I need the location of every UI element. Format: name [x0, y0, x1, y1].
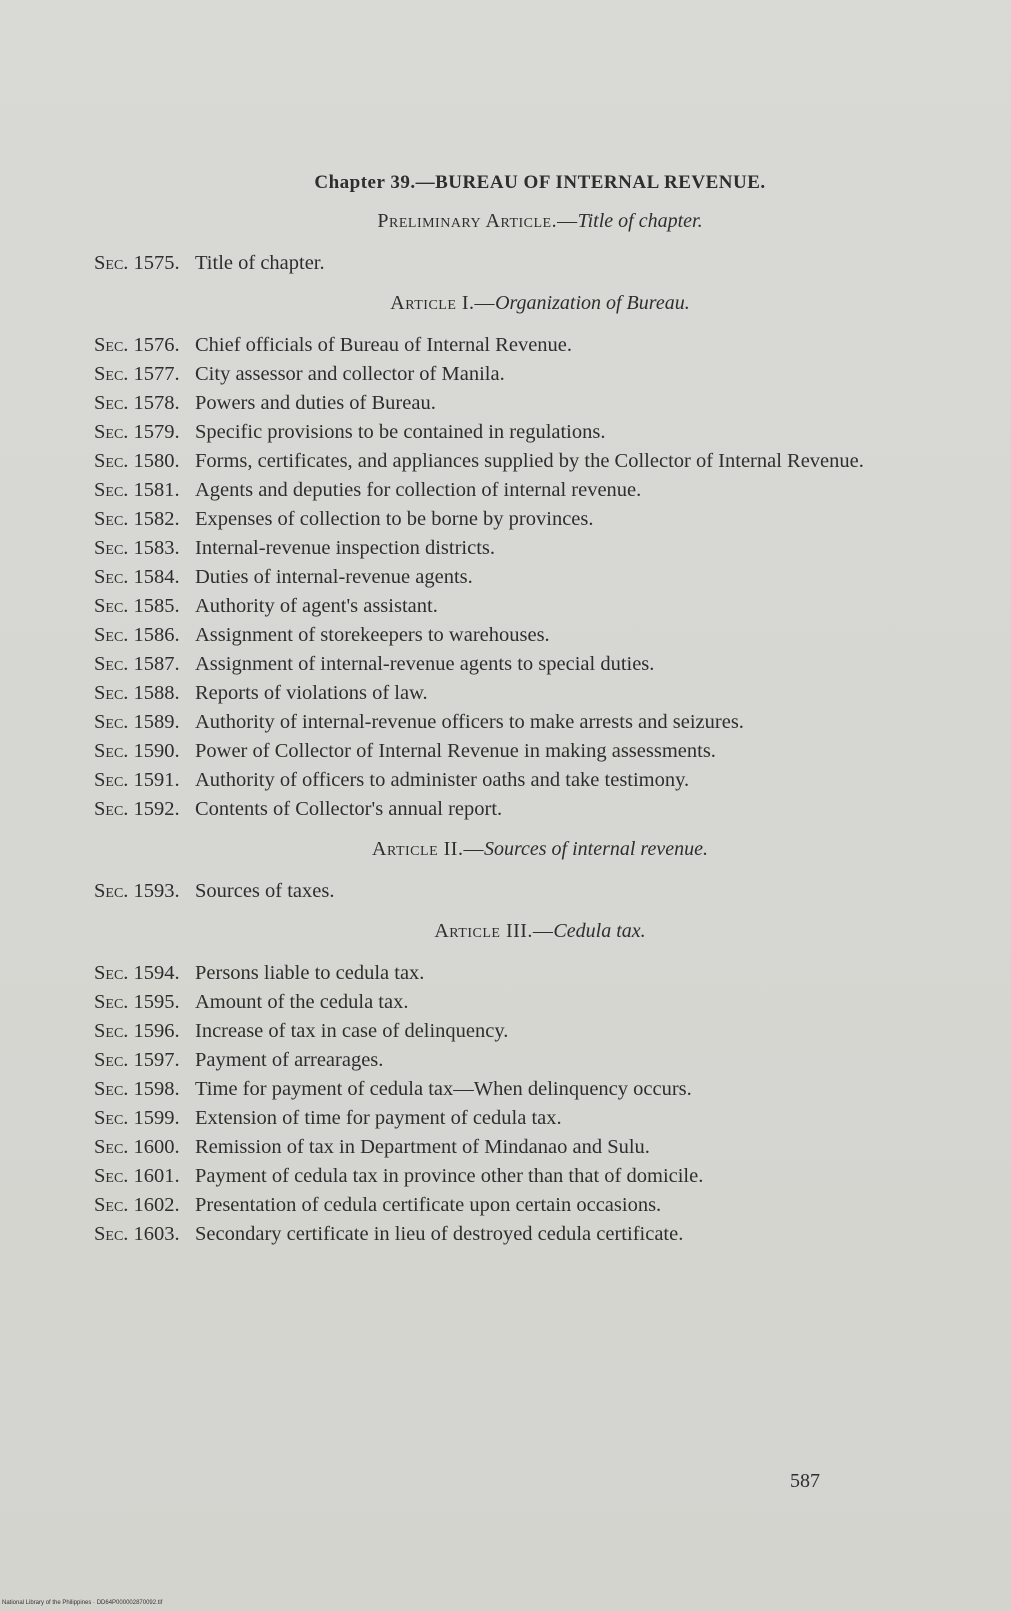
section-title: Powers and duties of Bureau. — [195, 392, 436, 414]
section-entry — [94, 592, 916, 621]
section-entry — [94, 1220, 916, 1249]
section-entry — [94, 988, 916, 1017]
article-prefix: Preliminary Article.— — [377, 210, 578, 232]
section-entry — [94, 737, 916, 766]
section-num-value: 1575. — [133, 252, 180, 274]
section-num-value: 1595. — [133, 991, 180, 1013]
section-word: Sec. — [94, 740, 129, 762]
section-title: Internal-revenue inspection districts. — [195, 537, 495, 559]
scan-footer-note: National Library of the Philippines · DD64P000002870092.tif — [2, 1600, 163, 1606]
section-word: Sec. — [94, 479, 129, 501]
section-word: Sec. — [94, 363, 129, 385]
section-title: Payment of cedula tax in province other than that of domicile. — [195, 1165, 704, 1187]
section-title: Extension of time for payment of cedula tax. — [195, 1107, 562, 1129]
section-entry — [94, 360, 916, 389]
section-title: Presentation of cedula certificate upon certain occasions. — [195, 1194, 662, 1216]
section-word: Sec. — [94, 682, 129, 704]
section-num-value: 1586. — [133, 624, 180, 646]
section-entry — [94, 1191, 916, 1220]
section-word: Sec. — [94, 1078, 129, 1100]
section-title: Authority of officers to administer oaths and take testimony. — [195, 769, 690, 791]
section-title: Increase of tax in case of delinquency. — [195, 1020, 509, 1042]
section-word: Sec. — [94, 392, 129, 414]
preliminary-article-heading — [94, 210, 916, 233]
section-entry — [94, 708, 916, 737]
section-entry — [94, 447, 916, 476]
section-num-value: 1577. — [133, 363, 180, 385]
section-num-value: 1592. — [133, 798, 180, 820]
section-entry — [94, 389, 916, 418]
section-word: Sec. — [94, 566, 129, 588]
section-title: Title of chapter. — [195, 252, 325, 274]
section-entry — [94, 505, 916, 534]
section-word: Sec. — [94, 769, 129, 791]
section-entry — [94, 534, 916, 563]
section-num-value: 1598. — [133, 1078, 180, 1100]
section-word: Sec. — [94, 450, 129, 472]
section-word: Sec. — [94, 880, 129, 902]
section-num-value: 1576. — [133, 334, 180, 356]
section-list-preliminary — [94, 249, 916, 278]
article-2-heading — [94, 838, 916, 861]
section-num-value: 1590. — [133, 740, 180, 762]
section-title: Reports of violations of law. — [195, 682, 428, 704]
section-word: Sec. — [94, 653, 129, 675]
section-entry — [94, 1017, 916, 1046]
section-word: Sec. — [94, 252, 129, 274]
section-num-value: 1594. — [133, 962, 180, 984]
section-title: Chief officials of Bureau of Internal Revenue. — [195, 334, 573, 356]
section-entry — [94, 476, 916, 505]
section-num-value: 1599. — [133, 1107, 180, 1129]
section-num-value: 1601. — [133, 1165, 180, 1187]
section-entry — [94, 1133, 916, 1162]
section-word: Sec. — [94, 711, 129, 733]
section-title: Amount of the cedula tax. — [195, 991, 409, 1013]
section-num-value: 1580. — [133, 450, 180, 472]
section-entry — [94, 331, 916, 360]
section-entry — [94, 1104, 916, 1133]
section-num-value: 1587. — [133, 653, 180, 675]
section-word: Sec. — [94, 1223, 129, 1245]
section-entry — [94, 1046, 916, 1075]
section-word: Sec. — [94, 537, 129, 559]
section-num-value: 1593. — [133, 880, 180, 902]
section-title: Authority of agent's assistant. — [195, 595, 438, 617]
section-num-value: 1581. — [133, 479, 180, 501]
section-num-value: 1582. — [133, 508, 180, 530]
section-word: Sec. — [94, 798, 129, 820]
section-num-value: 1584. — [133, 566, 180, 588]
article-3-heading — [94, 920, 916, 943]
article-subject: Cedula tax. — [553, 920, 646, 942]
section-entry — [94, 1162, 916, 1191]
section-entry — [94, 249, 916, 278]
section-word: Sec. — [94, 1107, 129, 1129]
section-title: Specific provisions to be contained in regulations. — [195, 421, 606, 443]
section-entry — [94, 795, 916, 824]
chapter-title: Chapter 39.—BUREAU OF INTERNAL REVENUE. — [314, 172, 766, 193]
section-entry — [94, 418, 916, 447]
section-title: Assignment of internal-revenue agents to special duties. — [195, 653, 655, 675]
section-title: Persons liable to cedula tax. — [195, 962, 425, 984]
section-word: Sec. — [94, 1165, 129, 1187]
section-num-value: 1589. — [133, 711, 180, 733]
section-title: Expenses of collection to be borne by provinces. — [195, 508, 594, 530]
section-num-value: 1591. — [133, 769, 180, 791]
article-prefix: Article I.— — [390, 292, 496, 314]
section-title: Forms, certificates, and appliances supplied by the Collector of Internal Revenue. — [195, 450, 864, 472]
page-number: 587 — [790, 1470, 820, 1492]
section-num-value: 1588. — [133, 682, 180, 704]
article-subject: Title of chapter. — [577, 210, 703, 232]
section-title: Sources of taxes. — [195, 880, 335, 902]
section-word: Sec. — [94, 334, 129, 356]
section-word: Sec. — [94, 1020, 129, 1042]
section-num-value: 1583. — [133, 537, 180, 559]
section-title: Assignment of storekeepers to warehouses. — [195, 624, 550, 646]
section-title: Contents of Collector's annual report. — [195, 798, 503, 820]
section-title: Authority of internal-revenue officers to make arrests and seizures. — [195, 711, 744, 733]
section-entry — [94, 959, 916, 988]
page-content — [94, 172, 916, 1249]
section-list-article-2 — [94, 877, 916, 906]
section-num-value: 1585. — [133, 595, 180, 617]
section-title: Payment of arrearages. — [195, 1049, 384, 1071]
section-title: Agents and deputies for collection of internal revenue. — [195, 479, 642, 501]
section-entry — [94, 621, 916, 650]
section-word: Sec. — [94, 1049, 129, 1071]
section-num-value: 1602. — [133, 1194, 180, 1216]
section-entry — [94, 650, 916, 679]
section-entry — [94, 1075, 916, 1104]
section-word: Sec. — [94, 1136, 129, 1158]
section-num-value: 1603. — [133, 1223, 180, 1245]
section-num-value: 1578. — [133, 392, 180, 414]
section-entry — [94, 679, 916, 708]
section-word: Sec. — [94, 595, 129, 617]
section-list-article-3 — [94, 959, 916, 1249]
section-num-value: 1596. — [133, 1020, 180, 1042]
section-word: Sec. — [94, 421, 129, 443]
article-subject: Sources of internal revenue. — [483, 838, 708, 860]
section-title: Secondary certificate in lieu of destroyed cedula certificate. — [195, 1223, 684, 1245]
section-word: Sec. — [94, 508, 129, 530]
section-num-value: 1579. — [133, 421, 180, 443]
article-1-heading — [94, 292, 916, 315]
article-subject: Organization of Bureau. — [495, 292, 690, 314]
section-word: Sec. — [94, 624, 129, 646]
article-prefix: Article II.— — [372, 838, 484, 860]
section-title: Remission of tax in Department of Mindanao and Sulu. — [195, 1136, 650, 1158]
section-num-value: 1597. — [133, 1049, 180, 1071]
section-title: City assessor and collector of Manila. — [195, 363, 505, 385]
section-num-value: 1600. — [133, 1136, 180, 1158]
section-list-article-1 — [94, 331, 916, 824]
section-title: Duties of internal-revenue agents. — [195, 566, 473, 588]
section-entry — [94, 563, 916, 592]
section-word: Sec. — [94, 991, 129, 1013]
section-title: Time for payment of cedula tax—When delinquency occurs. — [195, 1078, 692, 1100]
section-word: Sec. — [94, 962, 129, 984]
section-word: Sec. — [94, 1194, 129, 1216]
section-title: Power of Collector of Internal Revenue in making assessments. — [195, 740, 716, 762]
article-prefix: Article III.— — [434, 920, 554, 942]
section-entry — [94, 766, 916, 795]
section-entry — [94, 877, 916, 906]
